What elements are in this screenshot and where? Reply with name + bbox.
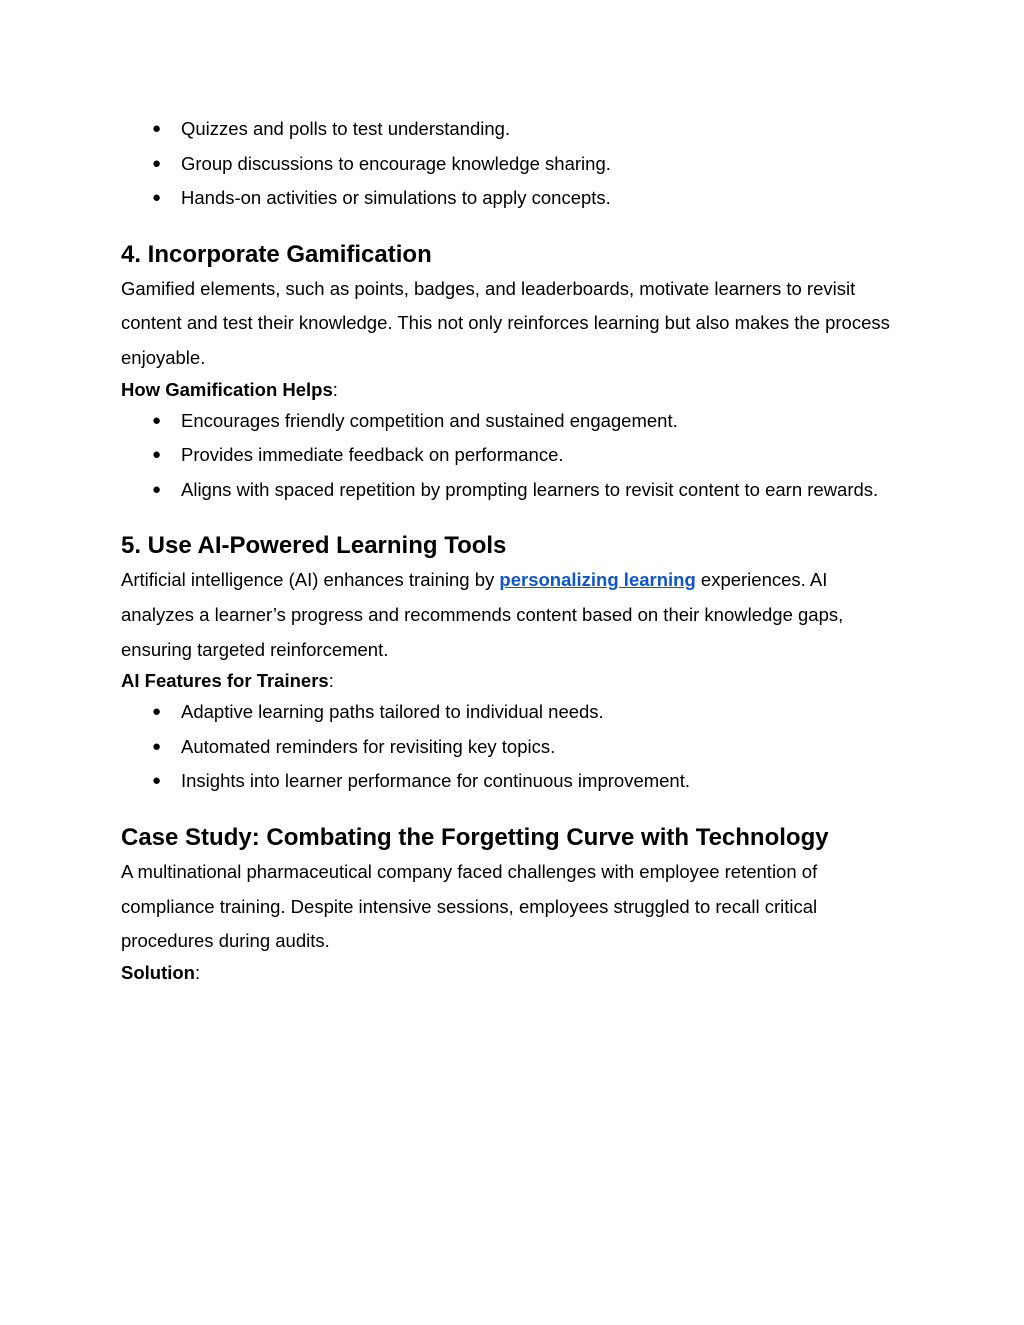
bullet-icon: ● (152, 189, 162, 207)
personalizing-learning-link[interactable]: personalizing learning (499, 569, 696, 591)
case-study-paragraph: A multinational pharmaceutical company faced challenges with employee retention of compliance training. Despite intensive sessions, employees struggled to recall critical procedures during audits. (121, 860, 818, 952)
list-item (121, 695, 901, 730)
list-item (121, 764, 901, 799)
section-5-label-text: AI Features for Trainers (121, 670, 329, 692)
list-item (121, 473, 901, 508)
list-item-text: Insights into learner performance for continuous improvement. (181, 770, 691, 792)
list-item (121, 147, 901, 182)
section-5-heading: 5. Use AI-Powered Learning Tools (121, 532, 507, 560)
case-study-heading: Case Study: Combating the Forgetting Curve with Technology (121, 823, 829, 851)
bullet-icon: ● (152, 411, 162, 429)
section-5-label (121, 667, 901, 695)
list-item (121, 181, 901, 216)
paragraph-text: experiences. AI analyzes a learner’s progress and recommends content based on their knowledge gaps, ensuring targeted reinforcement. (121, 569, 844, 660)
list-item-text: Aligns with spaced repetition by prompting learners to revisit content to earn rewards. (181, 478, 879, 500)
bullet-list-activities (121, 112, 901, 216)
bullet-icon: ● (152, 120, 162, 137)
bullet-icon: ● (152, 737, 162, 755)
document-page (121, 112, 901, 987)
solution-label (121, 959, 901, 987)
label-colon: : (332, 378, 338, 400)
list-item (121, 730, 901, 765)
section-4-label-text: How Gamification Helps (121, 378, 333, 400)
list-item-text: Provides immediate feedback on performance. (181, 444, 564, 466)
list-item-text: Hands-on activities or simulations to apply concepts. (181, 187, 611, 209)
label-colon: : (194, 961, 201, 983)
bullet-icon: ● (152, 154, 162, 172)
list-item-text: Automated reminders for revisiting key topics. (181, 735, 556, 757)
bullet-icon: ● (152, 703, 162, 721)
bullet-icon: ● (152, 480, 162, 498)
section-5-paragraph (121, 563, 901, 667)
list-item (121, 112, 901, 147)
bullet-list-ai-features (121, 695, 901, 799)
section-4-label (121, 376, 901, 404)
bullet-icon: ● (152, 446, 162, 464)
list-item (121, 404, 901, 439)
list-item (121, 438, 901, 473)
list-item-text: Group discussions to encourage knowledge sharing. (181, 152, 611, 174)
list-item-text: Adaptive learning paths tailored to individual needs. (181, 701, 604, 723)
bullet-list-gamification (121, 404, 901, 508)
section-4-paragraph: Gamified elements, such as points, badges, and leaderboards, motivate learners to revisit content and test their knowledge. This not only reinforces learning but also makes the process enjoyable. (121, 277, 890, 368)
solution-label-text: Solution (121, 961, 195, 983)
list-item-text: Encourages friendly competition and sustained engagement. (181, 409, 678, 431)
label-colon: : (328, 670, 334, 692)
list-item-text: Quizzes and polls to test understanding. (181, 118, 511, 139)
section-4-heading: 4. Incorporate Gamification (121, 240, 432, 268)
bullet-icon: ● (152, 772, 162, 790)
paragraph-text: Artificial intelligence (AI) enhances training by (121, 569, 500, 591)
